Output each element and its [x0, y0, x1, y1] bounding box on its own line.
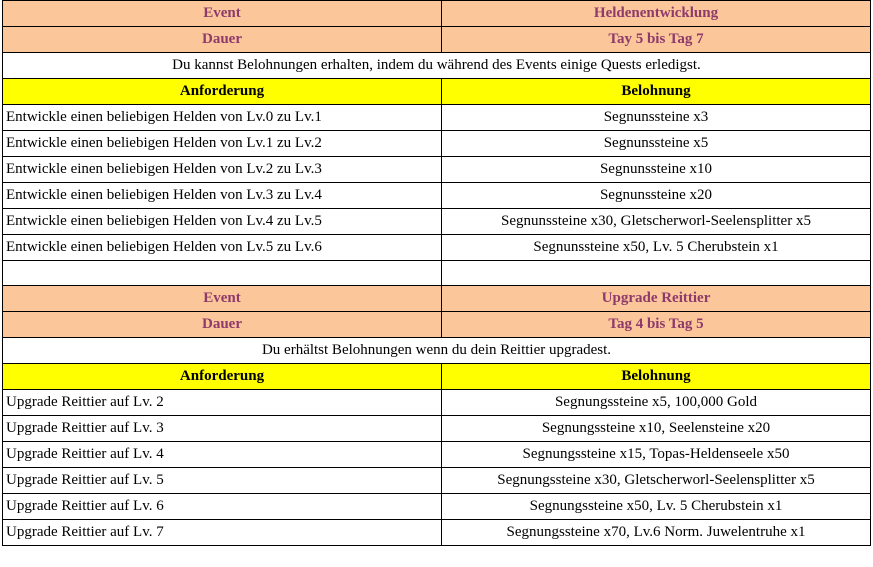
requirement-cell: Entwickle einen beliebigen Helden von Lv.0 zu Lv.1 — [3, 105, 442, 131]
table-row — [3, 416, 871, 442]
event-row — [3, 1, 871, 27]
spacer-cell — [442, 261, 871, 286]
reward-cell: Segnunssteine x10 — [442, 157, 871, 183]
requirement-header: Anforderung — [3, 79, 442, 105]
table-row — [3, 131, 871, 157]
description-row — [3, 53, 871, 79]
event-description: Du erhältst Belohnungen wenn du dein Reittier upgradest. — [3, 338, 871, 364]
requirement-cell: Upgrade Reittier auf Lv. 6 — [3, 494, 442, 520]
requirement-cell: Entwickle einen beliebigen Helden von Lv.3 zu Lv.4 — [3, 183, 442, 209]
reward-cell: Segnunssteine x50, Lv. 5 Cherubstein x1 — [442, 235, 871, 261]
requirement-cell: Upgrade Reittier auf Lv. 7 — [3, 520, 442, 546]
event-value: Heldenentwicklung — [442, 1, 871, 27]
reward-cell: Segnunssteine x30, Gletscherworl-Seelensplitter x5 — [442, 209, 871, 235]
reward-cell: Segnungssteine x5, 100,000 Gold — [442, 390, 871, 416]
table-row — [3, 494, 871, 520]
requirement-cell: Upgrade Reittier auf Lv. 5 — [3, 468, 442, 494]
table-row — [3, 157, 871, 183]
requirement-cell: Entwickle einen beliebigen Helden von Lv.1 zu Lv.2 — [3, 131, 442, 157]
description-row — [3, 338, 871, 364]
table-row — [3, 105, 871, 131]
duration-value: Tay 5 bis Tag 7 — [442, 27, 871, 53]
duration-value: Tag 4 bis Tag 5 — [442, 312, 871, 338]
table-row — [3, 209, 871, 235]
reward-cell: Segnungssteine x10, Seelensteine x20 — [442, 416, 871, 442]
column-header-row — [3, 364, 871, 390]
requirement-cell: Upgrade Reittier auf Lv. 2 — [3, 390, 442, 416]
spacer-row — [3, 261, 871, 286]
duration-label: Dauer — [3, 312, 442, 338]
table-row — [3, 468, 871, 494]
duration-row — [3, 312, 871, 338]
requirement-cell: Entwickle einen beliebigen Helden von Lv.4 zu Lv.5 — [3, 209, 442, 235]
reward-header: Belohnung — [442, 79, 871, 105]
table-row — [3, 183, 871, 209]
requirement-cell: Upgrade Reittier auf Lv. 3 — [3, 416, 442, 442]
reward-cell: Segnungssteine x70, Lv.6 Norm. Juwelentruhe x1 — [442, 520, 871, 546]
table-row — [3, 235, 871, 261]
reward-cell: Segnungssteine x50, Lv. 5 Cherubstein x1 — [442, 494, 871, 520]
duration-row — [3, 27, 871, 53]
requirement-cell: Entwickle einen beliebigen Helden von Lv.5 zu Lv.6 — [3, 235, 442, 261]
table-row — [3, 390, 871, 416]
reward-cell: Segnunssteine x20 — [442, 183, 871, 209]
reward-header: Belohnung — [442, 364, 871, 390]
table-row — [3, 520, 871, 546]
requirement-cell: Upgrade Reittier auf Lv. 4 — [3, 442, 442, 468]
event-description: Du kannst Belohnungen erhalten, indem du während des Events einige Quests erledigst. — [3, 53, 871, 79]
event-label: Event — [3, 286, 442, 312]
event-row — [3, 286, 871, 312]
reward-cell: Segnungssteine x30, Gletscherworl-Seelensplitter x5 — [442, 468, 871, 494]
reward-cell: Segnungssteine x15, Topas-Heldenseele x50 — [442, 442, 871, 468]
event-value: Upgrade Reittier — [442, 286, 871, 312]
column-header-row — [3, 79, 871, 105]
event-label: Event — [3, 1, 442, 27]
duration-label: Dauer — [3, 27, 442, 53]
event-table — [2, 0, 871, 546]
table-row — [3, 442, 871, 468]
requirement-cell: Entwickle einen beliebigen Helden von Lv.2 zu Lv.3 — [3, 157, 442, 183]
requirement-header: Anforderung — [3, 364, 442, 390]
reward-cell: Segnunssteine x3 — [442, 105, 871, 131]
reward-cell: Segnunssteine x5 — [442, 131, 871, 157]
spacer-cell — [3, 261, 442, 286]
